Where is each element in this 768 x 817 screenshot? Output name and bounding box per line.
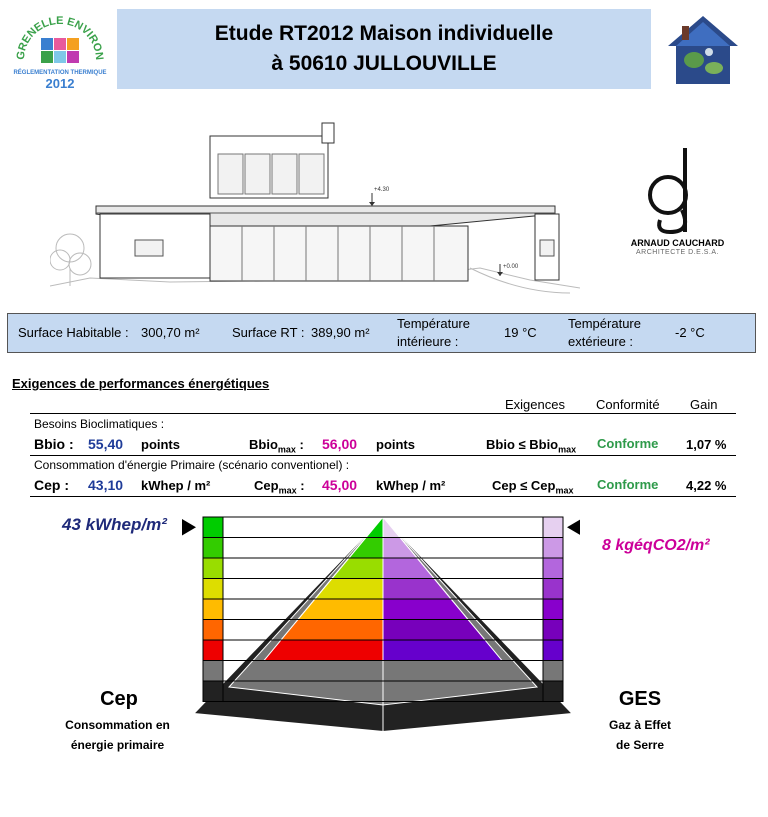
- cep-scale-cell-7: [203, 640, 223, 661]
- ges-title: GES: [618, 688, 662, 710]
- cep-unit: kWhep / m²: [141, 478, 211, 493]
- ges-scale-cell-7: [543, 640, 563, 661]
- ges-indicator-value: 8 kgéqCO2/m²: [602, 537, 710, 554]
- ges-scale-cell-3: [543, 558, 563, 579]
- bbio-requirement: Bbio ≤ Bbio$_{max}$: [486, 437, 577, 455]
- divider: [30, 455, 736, 456]
- surface-habitable-label: Surface Habitable :: [18, 325, 129, 340]
- cepmax-value: 45,00: [322, 477, 358, 493]
- col-gain: Gain: [690, 397, 718, 412]
- title-banner: [117, 9, 651, 89]
- col-conformite: Conformité: [596, 397, 660, 412]
- cep-scale-cell-9: [203, 681, 223, 702]
- architect-name: ARNAUD CAUCHARD: [630, 238, 725, 248]
- cep-section: Consommation d'énergie Primaire (scénario conventionel) :: [34, 458, 350, 472]
- cepmax-label: Cep$_{max}$ :: [254, 478, 305, 496]
- surface-habitable-value: 300,70 m²: [141, 325, 200, 340]
- energy-pyramid: [180, 512, 580, 812]
- cep-arrow-icon: [182, 519, 196, 536]
- ges-scale-cell-6: [543, 620, 563, 641]
- level-low: +0.00: [503, 264, 519, 270]
- cep-scale-cell-1: [203, 517, 223, 538]
- ges-scale-cell-4: [543, 579, 563, 600]
- bbio-unit: points: [141, 437, 180, 452]
- cep-label: Cep :: [34, 477, 69, 493]
- temp-ext-label-1: Température: [568, 316, 641, 331]
- rt2012-logo: [8, 8, 112, 100]
- ges-scale-cell-2: [543, 538, 563, 559]
- cep-scale-cell-6: [203, 620, 223, 641]
- bbiomax-label: Bbio$_{max}$ :: [249, 437, 304, 455]
- cep-conformity: Conforme: [597, 477, 659, 492]
- ges-scale-cell-9: [543, 681, 563, 702]
- temp-int-value: 19 °C: [504, 325, 537, 340]
- cep-value: 43,10: [88, 477, 124, 493]
- cep-description: Consommation en énergie primaire: [65, 718, 170, 752]
- earth-house-icon: [664, 12, 742, 88]
- cep-requirement: Cep ≤ Cep$_{max}$: [492, 478, 574, 496]
- logo-year: 2012: [45, 76, 75, 91]
- surface-rt-label: Surface RT :: [232, 325, 305, 340]
- ges-scale-cell-5: [543, 599, 563, 620]
- temp-ext-label-2: extérieure :: [568, 334, 634, 349]
- surface-rt-value: 389,90 m²: [311, 325, 370, 340]
- pyramid-ges-band-1: [383, 517, 400, 538]
- cep-scale-cell-2: [203, 538, 223, 559]
- bbiomax-value: 56,00: [322, 436, 358, 452]
- facade-drawing: [50, 118, 580, 303]
- logo-arc-text: GRENELLE ENVIRON: [14, 14, 106, 61]
- bbio-value: 55,40: [88, 436, 124, 452]
- architect-subtitle: ARCHITECTE D.E.S.A.: [635, 249, 719, 256]
- cepmax-unit: kWhep / m²: [376, 478, 446, 493]
- ges-scale-cell-8: [543, 661, 563, 682]
- cep-scale-cell-3: [203, 558, 223, 579]
- cep-scale-cell-5: [203, 599, 223, 620]
- temp-ext-value: -2 °C: [675, 325, 705, 340]
- bbio-label: Bbio :: [34, 436, 74, 452]
- divider: [30, 496, 736, 497]
- col-exigences: Exigences: [505, 397, 565, 412]
- bbio-gain: 1,07 %: [686, 437, 727, 452]
- divider: [30, 413, 736, 414]
- performance-title: Exigences de performances énergétiques: [12, 376, 270, 391]
- cep-scale-cell-8: [203, 661, 223, 682]
- pyramid-cep-band-1: [366, 517, 383, 538]
- surface-info-bar: [7, 313, 756, 353]
- ges-scale-cell-1: [543, 517, 563, 538]
- page-title-line1: Etude RT2012 Maison individuelle: [214, 22, 554, 45]
- logo-mid-text: RÉGLEMENTATION THERMIQUE: [13, 70, 107, 76]
- temp-int-label-1: Température: [397, 316, 470, 331]
- page-title-line2: à 50610 JULLOUVILLE: [271, 52, 497, 75]
- bbio-conformity: Conforme: [597, 436, 659, 451]
- ges-arrow-icon: [567, 519, 580, 536]
- temp-int-label-2: intérieure :: [397, 334, 459, 349]
- ges-description: Gaz à Effet de Serre: [608, 718, 671, 752]
- cep-gain: 4,22 %: [686, 478, 727, 493]
- bbio-section: Besoins Bioclimatiques :: [34, 417, 165, 431]
- cep-scale-cell-4: [203, 579, 223, 600]
- bbiomax-unit: points: [376, 437, 415, 452]
- cep-indicator-value: 43 kWhep/m²: [62, 515, 167, 534]
- architect-logo: [630, 140, 730, 280]
- cep-title: Cep: [100, 688, 138, 710]
- level-high: +4.30: [374, 187, 390, 193]
